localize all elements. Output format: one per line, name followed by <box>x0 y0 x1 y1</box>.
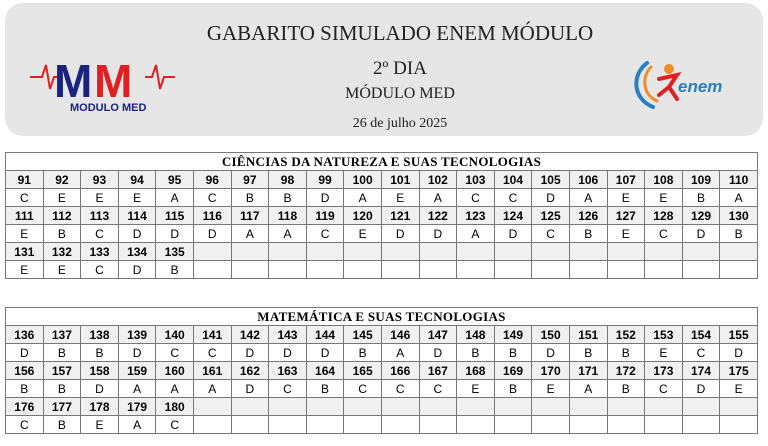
answer-cell: B <box>494 344 532 362</box>
question-number-cell: 134 <box>118 243 156 261</box>
question-number-cell: 174 <box>682 362 720 380</box>
answer-row <box>6 261 758 279</box>
question-number-cell: 147 <box>419 326 457 344</box>
answer-cell <box>231 416 269 434</box>
question-number-cell: 108 <box>645 171 683 189</box>
answer-cell <box>607 416 645 434</box>
answer-cell <box>269 261 307 279</box>
question-number-cell: 154 <box>682 326 720 344</box>
question-number-cell: 105 <box>532 171 570 189</box>
answer-cell: C <box>6 189 44 207</box>
answer-cell <box>193 261 231 279</box>
question-number-cell <box>532 243 570 261</box>
question-number-cell: 176 <box>6 398 44 416</box>
answer-cell: D <box>682 380 720 398</box>
question-number-cell: 96 <box>193 171 231 189</box>
answer-cell: B <box>156 261 194 279</box>
question-number-cell: 168 <box>457 362 495 380</box>
question-number-cell: 144 <box>306 326 344 344</box>
question-number-cell <box>306 398 344 416</box>
answer-cell: C <box>419 380 457 398</box>
answer-cell: C <box>193 189 231 207</box>
question-number-cell: 106 <box>569 171 607 189</box>
question-number-cell: 138 <box>81 326 119 344</box>
question-number-cell: 131 <box>6 243 44 261</box>
answer-cell <box>682 261 720 279</box>
svg-text:M: M <box>94 55 133 107</box>
answer-cell: D <box>118 261 156 279</box>
answer-cell: C <box>645 225 683 243</box>
answer-cell <box>645 261 683 279</box>
question-number-cell: 141 <box>193 326 231 344</box>
question-number-cell: 133 <box>81 243 119 261</box>
answer-cell <box>720 261 758 279</box>
question-number-cell: 124 <box>494 207 532 225</box>
question-number-cell: 179 <box>118 398 156 416</box>
answer-cell: B <box>43 225 81 243</box>
answer-cell: E <box>607 189 645 207</box>
answer-cell <box>344 416 382 434</box>
answer-cell: B <box>43 344 81 362</box>
answer-cell: D <box>118 344 156 362</box>
question-number-cell: 135 <box>156 243 194 261</box>
answer-cell: C <box>532 225 570 243</box>
answer-cell: E <box>607 225 645 243</box>
question-number-cell: 151 <box>569 326 607 344</box>
answer-cell: C <box>494 189 532 207</box>
question-number-cell: 102 <box>419 171 457 189</box>
question-number-cell <box>344 243 382 261</box>
answer-cell: C <box>156 344 194 362</box>
answer-cell: B <box>306 380 344 398</box>
section-title: CIÊNCIAS DA NATUREZA E SUAS TECNOLOGIAS <box>6 153 758 171</box>
question-number-cell <box>569 243 607 261</box>
question-number-cell: 155 <box>720 326 758 344</box>
question-number-cell: 104 <box>494 171 532 189</box>
question-number-cell <box>720 243 758 261</box>
answer-cell: B <box>682 189 720 207</box>
answer-cell: B <box>720 225 758 243</box>
answer-row <box>6 380 758 398</box>
question-number-cell: 119 <box>306 207 344 225</box>
ciencias-natureza-table <box>5 152 758 279</box>
question-number-cell: 158 <box>81 362 119 380</box>
answer-cell: E <box>645 344 683 362</box>
matematica-table <box>5 307 758 434</box>
question-number-cell <box>457 243 495 261</box>
page-title: GABARITO SIMULADO ENEM MÓDULO <box>206 21 594 45</box>
question-number-cell: 145 <box>344 326 382 344</box>
answer-cell: E <box>81 189 119 207</box>
answer-cell: E <box>43 261 81 279</box>
answer-cell: B <box>344 344 382 362</box>
answer-cell: E <box>344 225 382 243</box>
answer-cell <box>532 416 570 434</box>
answer-cell <box>494 261 532 279</box>
question-number-cell <box>193 243 231 261</box>
answer-cell: D <box>118 225 156 243</box>
question-number-cell: 120 <box>344 207 382 225</box>
question-number-cell: 180 <box>156 398 194 416</box>
answer-cell <box>419 261 457 279</box>
modulo-med-logo <box>30 55 175 115</box>
question-number-cell: 159 <box>118 362 156 380</box>
answer-cell <box>231 261 269 279</box>
question-number-cell: 139 <box>118 326 156 344</box>
question-number-cell <box>494 398 532 416</box>
answer-cell: D <box>419 344 457 362</box>
answer-cell: C <box>457 189 495 207</box>
question-number-cell: 166 <box>381 362 419 380</box>
question-number-cell: 132 <box>43 243 81 261</box>
answer-cell: B <box>607 380 645 398</box>
answer-cell <box>381 416 419 434</box>
question-number-row <box>6 398 758 416</box>
question-number-cell: 163 <box>269 362 307 380</box>
answer-cell: C <box>682 344 720 362</box>
answer-cell: D <box>231 380 269 398</box>
answer-cell: E <box>457 380 495 398</box>
answer-cell: E <box>6 225 44 243</box>
question-number-cell: 165 <box>344 362 382 380</box>
answer-cell: B <box>81 344 119 362</box>
question-number-cell <box>381 398 419 416</box>
answer-cell: E <box>532 380 570 398</box>
question-number-cell <box>607 243 645 261</box>
answer-cell <box>269 416 307 434</box>
answer-cell: B <box>569 225 607 243</box>
answer-cell: A <box>457 225 495 243</box>
question-number-cell: 177 <box>43 398 81 416</box>
answer-cell: D <box>306 189 344 207</box>
answer-cell: E <box>645 189 683 207</box>
question-number-cell: 101 <box>381 171 419 189</box>
question-number-cell: 97 <box>231 171 269 189</box>
question-number-cell: 156 <box>6 362 44 380</box>
question-number-cell: 140 <box>156 326 194 344</box>
modulo-med-logo-text: MODULO MED <box>70 102 147 114</box>
question-number-cell <box>231 243 269 261</box>
answer-cell: B <box>457 344 495 362</box>
answer-cell: D <box>156 225 194 243</box>
question-number-cell: 126 <box>569 207 607 225</box>
question-number-cell <box>532 398 570 416</box>
question-number-row <box>6 326 758 344</box>
question-number-cell: 152 <box>607 326 645 344</box>
question-number-cell: 178 <box>81 398 119 416</box>
answer-cell: A <box>381 344 419 362</box>
question-number-cell: 121 <box>381 207 419 225</box>
answer-cell: A <box>193 380 231 398</box>
answer-cell <box>344 261 382 279</box>
answer-cell <box>193 416 231 434</box>
answer-row <box>6 225 758 243</box>
question-number-cell: 123 <box>457 207 495 225</box>
question-number-cell: 161 <box>193 362 231 380</box>
answer-cell <box>532 261 570 279</box>
answer-cell: C <box>81 225 119 243</box>
question-number-cell: 160 <box>156 362 194 380</box>
question-number-cell <box>720 398 758 416</box>
question-number-cell <box>419 398 457 416</box>
page-subtitle: MÓDULO MED <box>345 85 455 102</box>
question-number-cell: 92 <box>43 171 81 189</box>
question-number-cell: 122 <box>419 207 457 225</box>
question-number-cell <box>269 398 307 416</box>
answer-cell <box>720 416 758 434</box>
answer-cell: C <box>156 416 194 434</box>
answer-cell: C <box>6 416 44 434</box>
question-number-cell: 107 <box>607 171 645 189</box>
question-number-cell: 109 <box>682 171 720 189</box>
question-number-row <box>6 243 758 261</box>
question-number-cell: 169 <box>494 362 532 380</box>
answer-cell: B <box>269 189 307 207</box>
question-number-cell <box>682 398 720 416</box>
answer-cell: E <box>118 189 156 207</box>
answer-cell <box>569 416 607 434</box>
question-number-cell: 98 <box>269 171 307 189</box>
question-number-cell <box>645 243 683 261</box>
exam-day: 2º DIA <box>373 58 427 79</box>
answer-cell: A <box>118 380 156 398</box>
answer-cell: C <box>645 380 683 398</box>
question-number-cell: 137 <box>43 326 81 344</box>
question-number-cell <box>231 398 269 416</box>
question-number-cell: 95 <box>156 171 194 189</box>
answer-cell: A <box>419 189 457 207</box>
question-number-cell: 115 <box>156 207 194 225</box>
question-number-cell: 148 <box>457 326 495 344</box>
answer-cell: C <box>81 261 119 279</box>
question-number-cell: 118 <box>269 207 307 225</box>
enem-logo-text: enem <box>678 77 723 96</box>
answer-cell <box>457 416 495 434</box>
question-number-cell: 172 <box>607 362 645 380</box>
answer-cell <box>306 416 344 434</box>
answer-cell: D <box>532 189 570 207</box>
answer-cell: D <box>81 380 119 398</box>
question-number-row <box>6 362 758 380</box>
question-number-cell <box>682 243 720 261</box>
answer-cell <box>645 416 683 434</box>
question-number-cell: 142 <box>231 326 269 344</box>
question-number-cell: 170 <box>532 362 570 380</box>
answer-cell: A <box>344 189 382 207</box>
answer-cell: E <box>6 261 44 279</box>
answer-cell: D <box>6 344 44 362</box>
answer-cell: A <box>231 225 269 243</box>
question-number-cell: 100 <box>344 171 382 189</box>
question-number-cell: 117 <box>231 207 269 225</box>
question-number-cell: 175 <box>720 362 758 380</box>
question-number-cell <box>381 243 419 261</box>
question-number-cell <box>494 243 532 261</box>
answer-cell: A <box>118 416 156 434</box>
answer-cell <box>569 261 607 279</box>
answer-cell: D <box>306 344 344 362</box>
answer-cell <box>607 261 645 279</box>
answer-cell: D <box>532 344 570 362</box>
answer-cell: D <box>231 344 269 362</box>
question-number-cell: 167 <box>419 362 457 380</box>
question-number-cell: 94 <box>118 171 156 189</box>
answer-cell: B <box>231 189 269 207</box>
answer-cell: D <box>682 225 720 243</box>
question-number-cell: 93 <box>81 171 119 189</box>
answer-cell: C <box>269 380 307 398</box>
answer-cell: A <box>569 380 607 398</box>
question-number-cell: 136 <box>6 326 44 344</box>
answer-cell: C <box>381 380 419 398</box>
question-number-cell: 111 <box>6 207 44 225</box>
answer-cell: B <box>6 380 44 398</box>
answer-cell: C <box>306 225 344 243</box>
answer-cell: A <box>569 189 607 207</box>
answer-cell: E <box>43 189 81 207</box>
question-number-cell: 157 <box>43 362 81 380</box>
question-number-cell: 128 <box>645 207 683 225</box>
answer-cell: B <box>43 380 81 398</box>
question-number-cell: 130 <box>720 207 758 225</box>
answer-cell: D <box>419 225 457 243</box>
answer-cell <box>682 416 720 434</box>
answer-cell: C <box>344 380 382 398</box>
question-number-cell: 103 <box>457 171 495 189</box>
question-number-cell: 143 <box>269 326 307 344</box>
question-number-cell <box>344 398 382 416</box>
question-number-cell: 171 <box>569 362 607 380</box>
answer-cell: B <box>494 380 532 398</box>
question-number-cell <box>607 398 645 416</box>
question-number-cell: 150 <box>532 326 570 344</box>
answer-cell: D <box>269 344 307 362</box>
answer-cell: E <box>81 416 119 434</box>
question-number-cell: 110 <box>720 171 758 189</box>
question-number-cell: 91 <box>6 171 44 189</box>
answer-cell: D <box>720 344 758 362</box>
answer-cell: E <box>720 380 758 398</box>
question-number-cell: 149 <box>494 326 532 344</box>
answer-row <box>6 344 758 362</box>
answer-cell: B <box>607 344 645 362</box>
enem-logo <box>633 55 728 110</box>
question-number-cell <box>269 243 307 261</box>
answer-row <box>6 189 758 207</box>
answer-cell: A <box>156 380 194 398</box>
question-number-cell <box>569 398 607 416</box>
question-number-cell <box>645 398 683 416</box>
question-number-cell: 162 <box>231 362 269 380</box>
answer-cell: D <box>381 225 419 243</box>
answer-cell: B <box>43 416 81 434</box>
answer-cell <box>306 261 344 279</box>
question-number-cell <box>419 243 457 261</box>
exam-date: 26 de julho 2025 <box>352 116 448 131</box>
answer-cell <box>419 416 457 434</box>
question-number-cell <box>457 398 495 416</box>
question-number-cell <box>193 398 231 416</box>
answer-cell: D <box>494 225 532 243</box>
question-number-cell <box>306 243 344 261</box>
answer-cell: C <box>193 344 231 362</box>
question-number-cell: 125 <box>532 207 570 225</box>
svg-text:M: M <box>54 55 93 107</box>
answer-cell: A <box>156 189 194 207</box>
answer-row <box>6 416 758 434</box>
answer-cell: A <box>720 189 758 207</box>
question-number-cell: 173 <box>645 362 683 380</box>
question-number-row <box>6 207 758 225</box>
question-number-row <box>6 171 758 189</box>
question-number-cell: 112 <box>43 207 81 225</box>
answer-cell: E <box>381 189 419 207</box>
question-number-cell: 129 <box>682 207 720 225</box>
question-number-cell: 153 <box>645 326 683 344</box>
answer-cell <box>494 416 532 434</box>
answer-cell: B <box>569 344 607 362</box>
question-number-cell: 113 <box>81 207 119 225</box>
answer-cell: D <box>193 225 231 243</box>
answer-cell <box>457 261 495 279</box>
answer-cell: A <box>269 225 307 243</box>
question-number-cell: 164 <box>306 362 344 380</box>
header-banner <box>5 3 763 136</box>
question-number-cell: 146 <box>381 326 419 344</box>
question-number-cell: 116 <box>193 207 231 225</box>
question-number-cell: 99 <box>306 171 344 189</box>
question-number-cell: 114 <box>118 207 156 225</box>
question-number-cell: 127 <box>607 207 645 225</box>
answer-cell <box>381 261 419 279</box>
section-title: MATEMÁTICA E SUAS TECNOLOGIAS <box>6 308 758 326</box>
